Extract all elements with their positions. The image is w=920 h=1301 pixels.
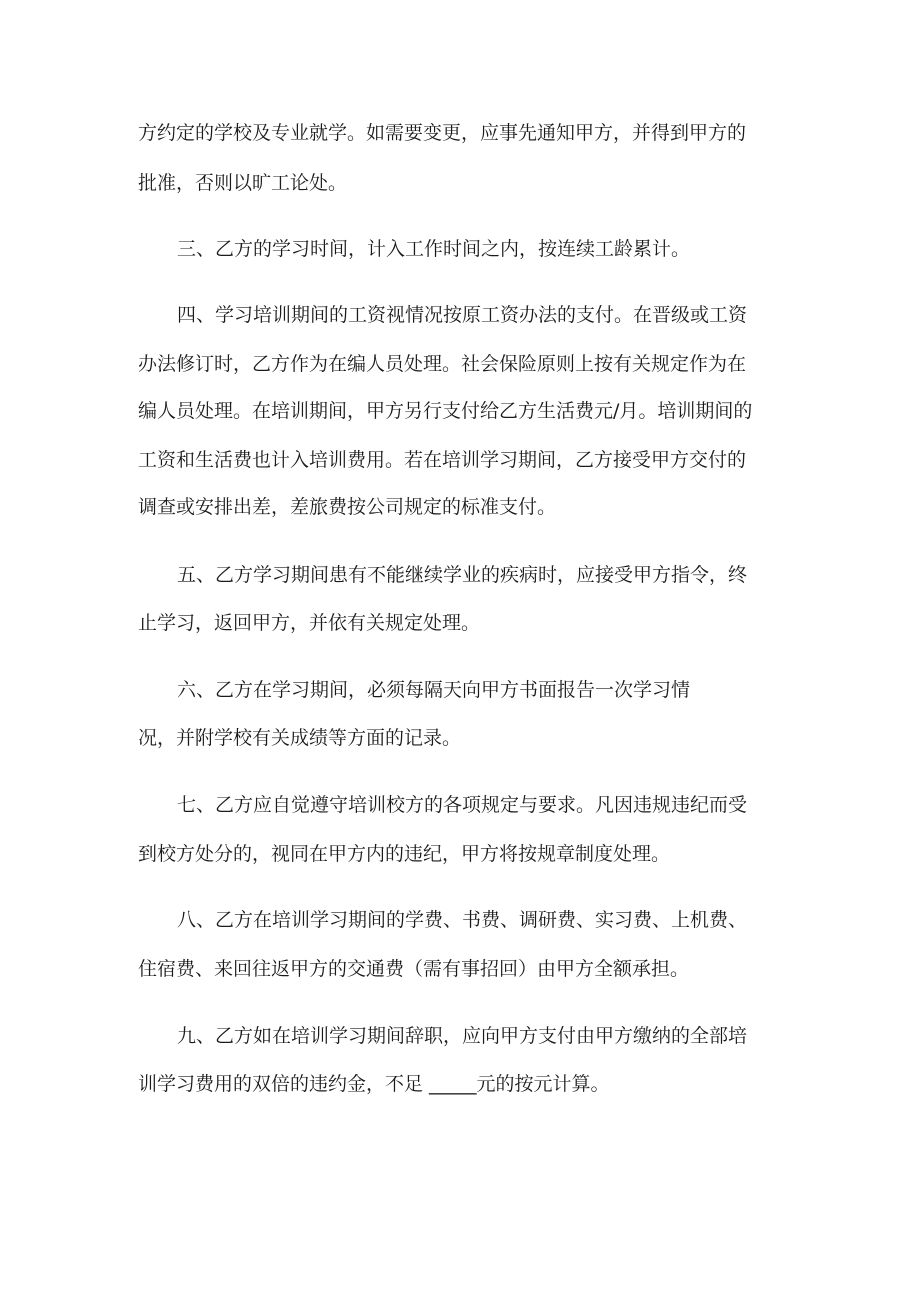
paragraph-line: 方约定的学校及专业就学。如需要变更，应事先通知甲方，并得到甲方的 — [138, 122, 747, 144]
paragraph-line: 五、乙方学习期间患有不能继续学业的疾病时，应接受甲方指令，终 — [177, 564, 748, 586]
paragraph-line: 六、乙方在学习期间，必须每隔天向甲方书面报告一次学习情 — [177, 679, 691, 701]
paragraph-line: 七、乙方应自觉遵守培训校方的各项规定与要求。凡因违规违纪而受 — [177, 794, 748, 816]
paragraph-line: 到校方处分的，视同在甲方内的违纪，甲方将按规章制度处理。 — [138, 843, 671, 865]
paragraph-line: 况，并附学校有关成绩等方面的记录。 — [138, 727, 462, 749]
paragraph-line: 批准，否则以旷工论处。 — [138, 172, 348, 194]
paragraph-line: 训学习费用的双倍的违约金，不足 _____元的按元计算。 — [138, 1073, 610, 1095]
paragraph-line: 编人员处理。在培训期间，甲方另行支付给乙方生活费元/月。培训期间的 — [138, 400, 753, 422]
paragraph-line: 止学习，返回甲方，并依有关规定处理。 — [138, 612, 481, 634]
paragraph-line: 办法修订时，乙方作为在编人员处理。社会保险原则上按有关规定作为在 — [138, 353, 747, 375]
paragraph-line: 三、乙方的学习时间，计入工作时间之内，按连续工龄累计。 — [177, 238, 691, 260]
paragraph-line: 四、学习培训期间的工资视情况按原工资办法的支付。在晋级或工资 — [177, 304, 748, 326]
paragraph-line: 八、乙方在培训学习期间的学费、书费、调研费、实习费、上机费、 — [177, 909, 748, 931]
paragraph-line: 九、乙方如在培训学习期间辞职，应向甲方支付由甲方缴纳的全部培 — [177, 1025, 748, 1047]
paragraph-line: 住宿费、来回往返甲方的交通费（需有事招回）由甲方全额承担。 — [138, 958, 690, 980]
paragraph-line: 调查或安排出差，差旅费按公司规定的标准支付。 — [138, 496, 557, 518]
paragraph-line: 工资和生活费也计入培训费用。若在培训学习期间，乙方接受甲方交付的 — [138, 449, 747, 471]
